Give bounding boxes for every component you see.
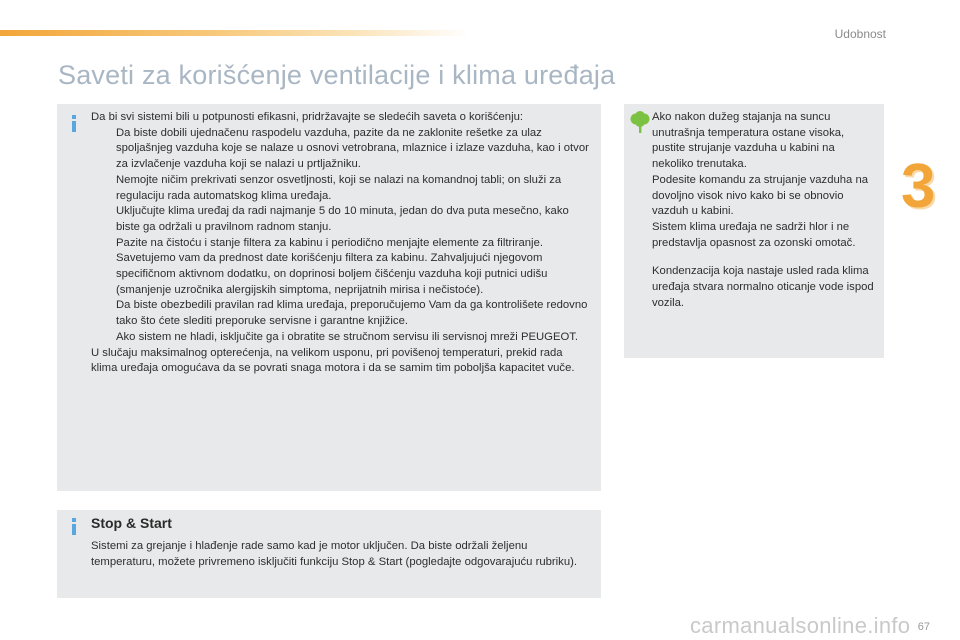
- page-title: Saveti za korišćenje ventilacije i klima uređaja: [58, 60, 616, 90]
- info-icon: [70, 115, 78, 132]
- eco-tree-icon: [630, 111, 650, 133]
- info-icon: [70, 518, 78, 535]
- list-item: Da biste dobili ujednačenu raspodelu vazduha, pazite da ne zaklonite rešetke za ulaz spoljašnjeg vazduha koje se nalaze u osnovi vetrobrana, mlaznice i izlaze vazduha, kao i otvor za izvlačenje vazduha koji se nalazi u prtljažniku.: [116, 126, 589, 171]
- eco-paragraph: Podesite komandu za strujanje vazduha na dovoljno visok nivo kako bi se obnovio vazduh u kabini.: [652, 173, 869, 218]
- page-number: 67: [917, 621, 930, 633]
- eco-paragraph: Kondenzacija koja nastaje usled rada klima uređaja stvara normalno oticanje vode ispod vozila.: [652, 265, 874, 309]
- section-label: Udobnost: [834, 27, 886, 41]
- tips-list: [91, 126, 591, 346]
- eco-paragraph: Ako nakon dužeg stajanja na suncu unutrašnja temperatura ostane visoka, pustite strujanje vazduha u kabini na nekoliko trenutaka.: [652, 111, 845, 171]
- list-item: Pazite na čistoću i stanje filtera za kabinu i periodično menjajte elemente za filtriranje. Savetujemo vam da prednost date korišćenju filtera za kabinu. Zahvaljujući njegovom specifičnom aktivnom dodatku, on doprinosi boljem čišćenju vazduha koji putnici udišu (smanjenje uzročnika alergijskih simptoma, neprijatnih mirisa i nečistoće).: [116, 236, 548, 296]
- list-item: Da biste obezbedili pravilan rad klima uređaja, preporučujemo Vam da ga kontrolišete redovno tako što ćete slediti preporuke servisne i garantne knjižice.: [116, 299, 588, 328]
- list-item: Uključujte klima uređaj da radi najmanje 5 do 10 minuta, jedan do dva puta mesečno, kako biste ga održali u pravilnom radnom stanju.: [116, 205, 569, 233]
- main-intro: Da bi svi sistemi bili u potpunosti efikasni, pridržavajte se sledećih saveta o korišćenju:: [91, 111, 523, 123]
- chapter-number: 3: [901, 152, 936, 221]
- header-accent-bar: [0, 30, 470, 36]
- main-box-text: [91, 110, 591, 377]
- list-item: Nemojte ničim prekrivati senzor osvetljnosti, koji se nalazi na komandnoj tabli; on služi za regulaciju rada automatskog klima uređaja.: [116, 173, 562, 202]
- eco-paragraph: Sistem klima uređaja ne sadrži hlor i ne predstavlja opasnost za ozonski omotač.: [652, 220, 856, 249]
- stop-start-text: Sistemi za grejanje i hlađenje rade samo kad je motor uključen. Da biste održali željenu temperaturu, možete privremeno isključiti funkciju Stop & Start (pogledajte odgovarajuću rubriku).: [91, 540, 577, 568]
- list-item: Ako sistem ne hladi, isključite ga i obratite se stručnom servisu ili servisnoj mreži PEUGEOT.: [116, 330, 579, 343]
- stop-start-heading: Stop & Start: [91, 515, 172, 531]
- eco-box-text: [652, 110, 878, 311]
- watermark: carmanualsonline.info: [690, 613, 911, 638]
- main-closing: U slučaju maksimalnog opterećenja, na velikom usponu, pri povišenoj temperaturi, prekid rada klima uređaja omogućava da se povrati snaga motora i da se samim tim poboljša kapacitet vuče.: [91, 346, 575, 375]
